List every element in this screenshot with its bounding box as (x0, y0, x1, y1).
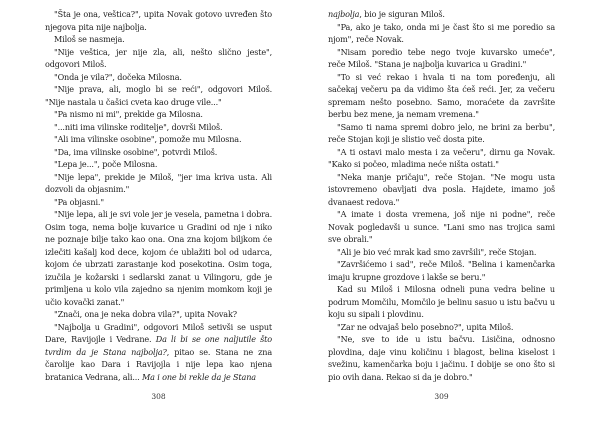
page-number: 309 (434, 392, 449, 401)
text-run: "Zar ne odvajaš belo posebno?", upita Miloš. (337, 321, 514, 332)
paragraph (328, 283, 555, 321)
paragraph (328, 321, 555, 334)
paragraph (45, 33, 272, 46)
text-run: "Znači, ona je neka dobra vila?", upita Novak? (54, 309, 237, 319)
text-run: Miloš se nasmeja. (54, 34, 125, 44)
text-run: "Ali ima vilinske osobine", pomože mu Milosna. (54, 134, 242, 144)
paragraph (328, 46, 555, 71)
page-number: 308 (151, 392, 166, 401)
text-run: "Završićemo i sad", reče Miloš. "Belina i kamenčarka imaju krupne grozdove i lakše se beru." (328, 259, 555, 282)
paragraph (45, 308, 272, 321)
text-run: "Neka manje pričaju", reče Stojan. "Ne mogu usta istovremeno obavljati dva posla. Hajdete, imamo još dvanaest redova." (328, 171, 555, 207)
right-page (328, 8, 555, 412)
text-run: "Nisam poredio tebe nego tvoje kuvarsko umeće", reče Miloš. "Stana je najbolja kuvarica u Gradini." (328, 46, 555, 69)
text-run: "Lepa je...", poče Milosna. (54, 159, 158, 169)
italic-text: najbolja (328, 9, 360, 19)
paragraph (45, 71, 272, 84)
page-text (45, 8, 272, 383)
paragraph (45, 108, 272, 121)
text-run: "Nije lepa", prekide je Miloš, "jer ima kriva usta. Ali dozvoli da objasnim." (45, 171, 272, 194)
text-run: "A imate i dosta vremena, još nije ni podne", reče Novak pogledavši u sunce. "Lani smo nas trojica sami sve obrali." (328, 209, 555, 244)
text-run: , pitao se. Stana ne zna čarolije kao Dara i Ravijojla i nije lepa kao njena bratanica Vedrana, ali... (45, 346, 272, 382)
text-run: , bio je siguran Miloš. (359, 9, 445, 19)
paragraph (45, 83, 272, 108)
paragraph (328, 71, 555, 121)
paragraph (328, 208, 555, 246)
paragraph (45, 321, 272, 384)
text-run: "...niti ima vilinske roditelje", dovrši Miloš. (54, 121, 223, 132)
page-text (328, 8, 555, 383)
text-run: "A ti ostavi malo mesta i za večeru", dirnu ga Novak. "Kako si počeo, mladima neće ništa ostati." (328, 146, 555, 169)
italic-text: Ma i one bi rekle da je Stana (142, 371, 256, 382)
paragraph (328, 171, 555, 209)
paragraph (328, 121, 555, 146)
paragraph (45, 121, 272, 134)
paragraph (45, 196, 272, 209)
paragraph (45, 171, 272, 196)
paragraph (45, 208, 272, 308)
paragraph (328, 246, 555, 259)
text-run: "Onda je vila?", dočeka Milosna. (54, 71, 182, 82)
paragraph (45, 8, 272, 33)
text-run: "Nije lepa, ali je svi vole jer je vesela, pametna i dobra. Osim toga, nema bolje kuvarice u Gradini od nje i niko ne poznaje bilje tako kao ona. Ona zna kojom biljkom će izlečiti kašalj kod dece, kojom će ublažiti bol od udarca, kojom će ubrzati zarastanje kod posekotina. Osim toga, izučila je kožarski i sedlarski zanat u Vilingoru, gde je primljena u kolo vila zajedno sa njenim momkom koji je učio kovački zanat." (45, 209, 272, 307)
paragraph (328, 8, 555, 21)
text-run: "Da, ima vilinske osobine", potvrdi Miloš. (54, 146, 218, 157)
paragraph (328, 21, 555, 46)
paragraph (45, 158, 272, 171)
paragraph (45, 133, 272, 146)
paragraph (328, 258, 555, 283)
paragraph (328, 333, 555, 383)
italic-text: Da li bi se one naljutile što tvrdim da je Stana najbolja? (45, 334, 272, 357)
text-run: "Najbolja u Gradini", odgovori Miloš setivši se usput Dare, Ravijojle i Vedrane. (45, 321, 272, 344)
paragraph (45, 146, 272, 159)
text-run: "Pa, ako je tako, onda mi je čast što si me poredio sa njom", reče Novak. (328, 21, 555, 44)
text-run: "Nije prava, ali, moglo bi se reći", odgovori Miloš. "Nije nastala u čašici cveta kao druge vile..." (45, 84, 272, 107)
text-run: "Ne, sve to ide u istu bačvu. Lisičina, odnosno plovdina, daje vinu količinu i blagost, belina kiselost i svežinu, kamenčarka boju i jačinu. I dobije se ono što si pio ovih dana. Rekao si da je dobro." (328, 334, 555, 382)
paragraph (328, 146, 555, 171)
text-run: "Samo ti nama spremi dobro jelo, ne brini za berbu", reče Stojan koji je slistio več dosta pite. (328, 121, 555, 144)
text-run: "Šta je ona, veštica?", upita Novak gotovo uvređen što njegova pita nije najbolja. (45, 9, 272, 32)
left-page (45, 8, 272, 412)
paragraph (45, 46, 272, 71)
text-run: Kad su Miloš i Milosna odneli puna vedra beline u podrum Momčilu, Momčilo je belinu sasuo u istu bačvu u koju su sipali i plovdinu. (328, 284, 555, 319)
text-run: "Ali je bio već mrak kad smo završili", reče Stojan. (337, 246, 537, 257)
text-run: "Pa objasni." (54, 196, 104, 207)
text-run: "Nije veštica, jer nije zla, ali, nešto slično jeste", odgovori Miloš. (45, 46, 272, 69)
text-run: "Pa nismo ni mi", prekide ga Milosna. (54, 109, 203, 119)
text-run: "To si već rekao i hvala ti na tom poređenju, ali sačekaj večeru pa da vidimo šta ćeš reći. Jer, za večeru spremam nešto posebno. Samo, moraćete da završite berbu bez mene, ja nemam vremena." (328, 71, 555, 119)
